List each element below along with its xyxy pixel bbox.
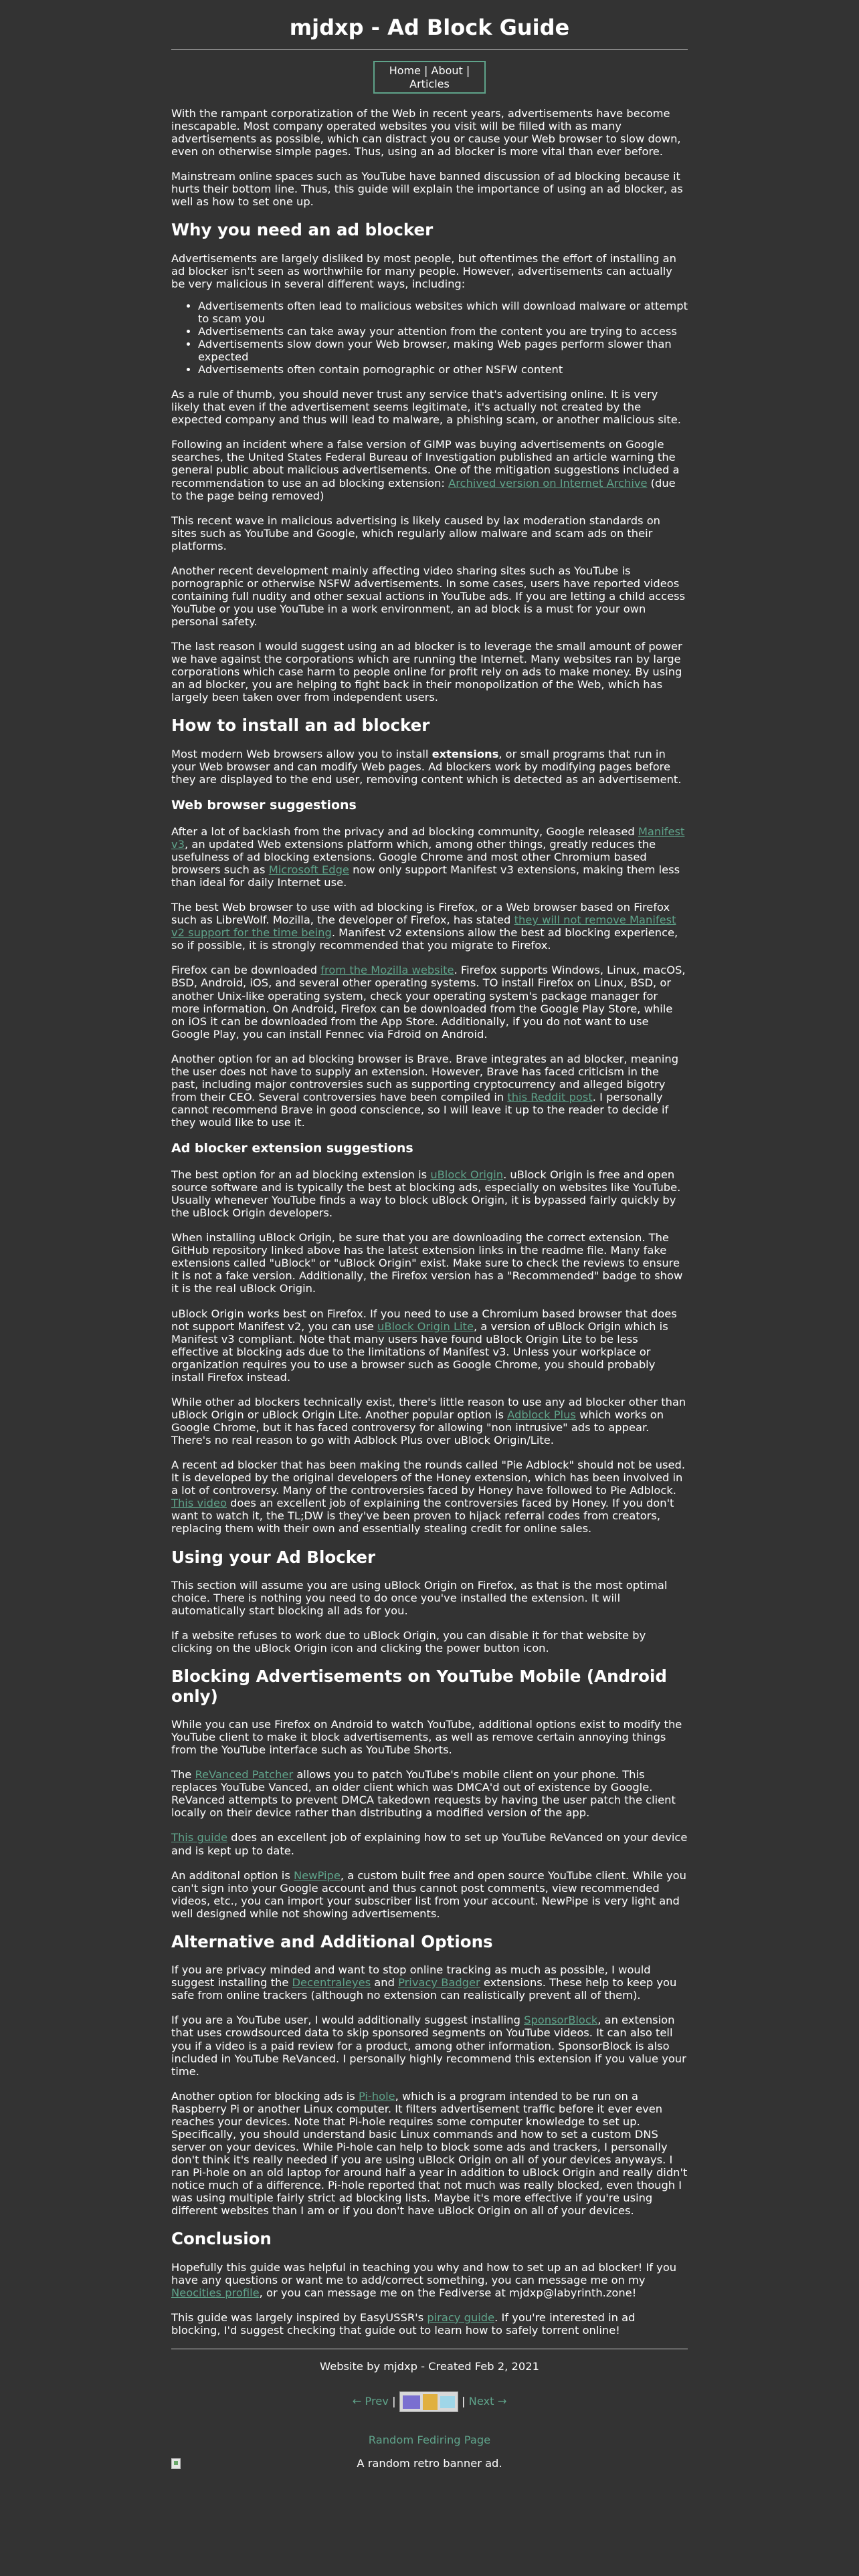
alternatives-paragraph: Another option for blocking ads is Pi-hole, which is a program intended to be run on a Raspberry Pi or another Linux computer. It filters advertisement traffic before it ever even reaches your devices. Note that Pi-hole requires some computer knowledge to set up. Specifically, you should understand basic Linux commands and how to set a custom DNS server on your devices. While Pi-hole can help to block some ads and trackers, I personally don't think it's really needed if you are using uBlock Origin on all of your devices anyways. I ran Pi-hole on an old laptop for around half a year in addition to uBlock Origin and really didn't notice much of a difference. Pi-hole reported that not much was really blocked, even though I was using multiple fairly strict ad blocking lists. Maybe it's more effective if you're using different websites than I am or if you don't have uBlock Origin on all of your devices. xyxy=(171,2089,688,2218)
intro-paragraph: Mainstream online spaces such as YouTube have banned discussion of ad blocking because it hurts their bottom line. Thus, this guide will explain the importance of using an ad blocker, as well as how to set one up. xyxy=(171,170,683,209)
alternatives-paragraph: If you are a YouTube user, I would additionally suggest installing SponsorBlock, an extension that uses crowdsourced data to skip sponsored segments on YouTube videos. It can also tell you if a video is a paid review for a product, among other information. SponsorBlock is also included in YouTube ReVanced. I personally highly recommend this extension if you value your time. xyxy=(171,2014,686,2078)
nav-articles-link[interactable]: Articles xyxy=(409,77,450,90)
browser-paragraph: Firefox can be downloaded from the Mozilla website. Firefox supports Windows, Linux, macOS, BSD, Android, iOS, and several other operating systems. TO install Firefox on Linux, BSD, or another Unix-like operating system, check your operating system's package manager for more information. On Android, Firefox can be downloaded from the Google Play Store, while on iOS it can be downloaded from the App Store. Additionally, if you do not want to use Google Play, you can install Fennec via Fdroid on Android. xyxy=(171,964,686,1041)
adblock-plus-link[interactable]: Adblock Plus xyxy=(507,1408,576,1421)
webring-nav xyxy=(171,2391,688,2412)
banner-ad[interactable] xyxy=(171,2457,688,2473)
youtube-paragraph: This guide does an excellent job of explaining how to set up YouTube ReVanced on your device and is kept up to date. xyxy=(171,1831,688,1857)
why-list xyxy=(171,300,688,376)
extensions-bold: extensions xyxy=(432,747,499,760)
piracy-guide-link[interactable]: piracy guide xyxy=(427,2311,495,2324)
banner-alt-text: A random retro banner ad. xyxy=(357,2457,502,2470)
using-paragraph: If a website refuses to work due to uBlock Origin, you can disable it for that website by clicking on the uBlock Origin icon and clicking the power button icon. xyxy=(171,1629,646,1655)
page xyxy=(171,0,688,2473)
browser-paragraph: After a lot of backlash from the privacy and ad blocking community, Google released Manifest v3, an updated Web extensions platform which, among other things, greatly reduces the usefulness of ad blocking extensions. Google Chrome and most other Chromium based browsers such as Microsoft Edge now only support Manifest v3 extensions, making them less than ideal for daily Internet use. xyxy=(171,825,685,889)
nav-separator: | xyxy=(462,64,470,78)
decentraleyes-link[interactable]: Decentraleyes xyxy=(292,1976,371,1990)
microsoft-edge-link[interactable]: Microsoft Edge xyxy=(268,863,349,877)
browser-paragraph: The best Web browser to use with ad blocking is Firefox, or a Web browser based on Firefox such as LibreWolf. Mozilla, the developer of Firefox, has stated they will not remove Manifest v2 support for the time being. Manifest v2 extensions allow the best ad blocking experience, so if possible, it is strongly recommended that you migrate to Firefox. xyxy=(171,901,678,952)
neocities-profile-link[interactable]: Neocities profile xyxy=(171,2286,260,2299)
subheading-browsers: Web browser suggestions xyxy=(171,798,357,813)
header-divider xyxy=(171,49,688,50)
why-paragraph: Following an incident where a false version of GIMP was buying advertisements on Google searches, the United States Federal Bureau of Investigation published an article warning the general public about malicious advertisements. One of the mitigation suggestions included a recommendation to use an ad blocking extension: Archived version on Internet Archive (due to the page being removed) xyxy=(171,438,680,502)
extension-paragraph: The best option for an ad blocking extension is uBlock Origin. uBlock Origin is free and open source software and is typically the best at blocking ads, especially on websites like YouTube. Usually whenever YouTube finds a way to block uBlock Origin, it is bypassed fairly quickly by the uBlock Origin developers. xyxy=(171,1168,681,1220)
install-paragraph: Most modern Web browsers allow you to install extensions, or small programs that run in your Web browser and can modify Web pages. Ad blockers work by modifying pages before they are displayed to the end user, removing content which is detected as an advertisement. xyxy=(171,747,682,786)
site-title: mjdxp - Ad Block Guide xyxy=(289,15,570,40)
extension-paragraph: While other ad blockers technically exist, there's little reason to use any ad blocker other than uBlock Origin or uBlock Origin Lite. Another popular option is Adblock Plus which works on Google Chrome, but it has faced controversy for allowing "non intrusive" ads to appear. There's no real reason to go with Adblock Plus over uBlock Origin/Lite. xyxy=(171,1395,686,1447)
pi-hole-link[interactable]: Pi-hole xyxy=(358,2089,395,2103)
ublock-origin-lite-link[interactable]: uBlock Origin Lite xyxy=(377,1319,474,1333)
random-fediring-link[interactable]: Random Fediring Page xyxy=(368,2434,491,2447)
webring-separator: | xyxy=(458,2395,469,2408)
nav-separator: | xyxy=(420,64,432,78)
mozilla-manifest-v2-link[interactable]: they will not remove Manifest v2 support for the time being xyxy=(171,914,676,940)
why-paragraph: The last reason I would suggest using an ad blocker is to leverage the small amount of power we have against the corporations which are running the Internet. Many websites ran by large corporations which case harm to people online for profit rely on ads to make money. By using an ad blocker, you are helping to fight back in their monopolization of the Web, which has largely been taken over from independent users. xyxy=(171,640,682,704)
list-item: • Advertisements can take away your attention from the content you are trying to access xyxy=(198,325,688,338)
reddit-post-link[interactable]: this Reddit post xyxy=(507,1090,593,1103)
webring-separator: | xyxy=(388,2395,399,2408)
webring-next-link[interactable]: Next → xyxy=(468,2395,507,2408)
youtube-paragraph: The ReVanced Patcher allows you to patch YouTube's mobile client on your phone. This replaces YouTube Vanced, an older client which was DMCA'd out of existence by Google. ReVanced attempts to prevent DMCA takedown requests by having the user patch the client locally on their device rather than distributing a modified version of the app. xyxy=(171,1768,676,1820)
list-item: • Advertisements slow down your Web browser, making Web pages perform slower than expected xyxy=(198,338,688,363)
revanced-guide-link[interactable]: This guide xyxy=(171,1831,227,1844)
subheading-extensions: Ad blocker extension suggestions xyxy=(171,1141,413,1156)
ublock-origin-link[interactable]: uBlock Origin xyxy=(430,1168,504,1181)
section-heading-conclusion: Conclusion xyxy=(171,2229,272,2249)
using-paragraph: This section will assume you are using uBlock Origin on Firefox, as that is the most optimal choice. There is nothing you need to do once you've installed the extension. It will automatically start blocking all ads for you. xyxy=(171,1578,668,1618)
webring-badge-icon[interactable] xyxy=(399,2391,458,2412)
extension-paragraph: When installing uBlock Origin, be sure that you are downloading the correct extension. The GitHub repository linked above has the latest extension links in the readme file. Many fake extensions called "uBlock" or "uBlock Origin" exist. Make sure to check the reviews to ensure it is not a fake version. Additionally, the Firefox version has a "Recommended" badge to show it is the real uBlock Origin. xyxy=(171,1231,683,1295)
list-item: • Advertisements often contain pornographic or other NSFW content xyxy=(198,363,688,376)
why-paragraph: Another recent development mainly affecting video sharing sites such as YouTube is pornographic or otherwise NSFW advertisements. In some cases, users have reported videos containing full nudity and other sexual actions in YouTube ads. If you are letting a child access YouTube or you use YouTube in a work environment, an ad block is a must for your own personal safety. xyxy=(171,564,686,629)
fbi-archive-link[interactable]: Archived version on Internet Archive xyxy=(448,476,648,490)
nav-home-link[interactable]: Home xyxy=(389,64,421,78)
alternatives-paragraph: If you are privacy minded and want to stop online tracking as much as possible, I would suggest installing the Decentraleyes and Privacy Badger extensions. These help to keep you safe from online trackers (although no extension can realistically prevent all of them). xyxy=(171,1963,677,2002)
newpipe-link[interactable]: NewPipe xyxy=(293,1868,341,1882)
sponsorblock-link[interactable]: SponsorBlock xyxy=(524,2014,598,2027)
privacy-badger-link[interactable]: Privacy Badger xyxy=(398,1976,480,1990)
nav-about-link[interactable]: About xyxy=(431,64,463,78)
conclusion-paragraph: This guide was largely inspired by EasyUSSR's piracy guide. If you're interested in ad blocking, I'd suggest checking that guide out to learn how to safely torrent online! xyxy=(171,2311,636,2337)
why-paragraph: This recent wave in malicious advertising is likely caused by lax moderation standards on sites such as YouTube and Google, which regularly allow malware and scam ads on their platforms. xyxy=(171,514,660,552)
manifest-v3-link[interactable]: Manifest v3 xyxy=(171,825,685,851)
mozilla-website-link[interactable]: from the Mozilla website xyxy=(320,964,454,977)
why-paragraph: As a rule of thumb, you should never trust any service that's advertising online. It is very likely that even if the advertisement seems legitimate, it's actually not created by the expected company and thus will lead to malware, a phishing scam, or another malicious site. xyxy=(171,388,681,427)
broken-image-icon xyxy=(171,2458,181,2469)
youtube-paragraph: An additonal option is NewPipe, a custom built free and open source YouTube client. While you can't sign into your Google account and thus cannot post comments, view recommended videos, etc., you can import your subscriber list from your account. NewPipe is very light and well designed while not showing advertisements. xyxy=(171,1868,686,1920)
section-heading-youtube: Blocking Advertisements on YouTube Mobile (Android only) xyxy=(171,1667,667,1706)
footer-credit: Website by mjdxp - Created Feb 2, 2021 xyxy=(320,2360,539,2373)
section-heading-alternatives: Alternative and Additional Options xyxy=(171,1931,493,1951)
intro-paragraph: With the rampant corporatization of the Web in recent years, advertisements have become inescapable. Most company operated websites you visit will be filled with as many advertisements as possible, which can distract you or cause your Web browser to slow down, even on otherwise simple pages. Thus, using an ad blocker is more vital than ever before. xyxy=(171,106,681,158)
section-heading-install: How to install an ad blocker xyxy=(171,716,430,736)
extension-paragraph: uBlock Origin works best on Firefox. If you need to use a Chromium based browser that does not support Manifest v2, you can use uBlock Origin Lite, a version of uBlock Origin which is Manifest v3 compliant. Note that many users have found uBlock Origin Lite to be less effective at blocking ads due to the limitations of Manifest v3. Unless your workplace or organization requires you to use a browser such as Google Chrome, you should probably install Firefox instead. xyxy=(171,1307,677,1384)
revanced-patcher-link[interactable]: ReVanced Patcher xyxy=(195,1768,294,1782)
footer xyxy=(171,2360,688,2473)
list-item: • Advertisements often lead to malicious websites which will download malware or attempt to scam you xyxy=(198,300,688,325)
why-paragraph: Advertisements are largely disliked by most people, but oftentimes the effort of installing an ad blocker isn't seen as worthwhile for many people. However, advertisements can actually be very malicious in several different ways, including: xyxy=(171,251,676,290)
nav-box xyxy=(373,61,486,93)
extension-paragraph: A recent ad blocker that has been making the rounds called "Pie Adblock" should not be used. It is developed by the original developers of the Honey extension, which has been involved in a lot of controversy. Many of the controversies faced by Honey have followed to Pie Adblock. This video does an excellent job of explaining the controversies faced by Honey. If you don't want to watch it, the TL;DW is they've been proven to hijack referral codes from creators, replacing them with their own and essentially stealing credit for online sales. xyxy=(171,1459,686,1535)
section-heading-using: Using your Ad Blocker xyxy=(171,1547,376,1567)
honey-video-link[interactable]: This video xyxy=(171,1497,227,1510)
conclusion-paragraph: Hopefully this guide was helpful in teaching you why and how to set up an ad blocker! If you have any questions or want me to add/correct something, you can message me on my Neocities profile, or you can message me on the Fediverse at mjdxp@labyrinth.zone! xyxy=(171,2260,677,2299)
section-heading-why: Why you need an ad blocker xyxy=(171,220,434,240)
webring-prev-link[interactable]: ← Prev xyxy=(352,2395,389,2408)
browser-paragraph: Another option for an ad blocking browser is Brave. Brave integrates an ad blocker, meaning the user does not have to supply an extension. However, Brave has faced criticism in the past, including major controversies such as supporting cryptocurrency and alleged bigotry from their CEO. Several controversies have been compiled in this Reddit post. I personally cannot recommend Brave in good conscience, so I will leave it up to the reader to decide if they would like to use it. xyxy=(171,1052,679,1130)
youtube-paragraph: While you can use Firefox on Android to watch YouTube, additional options exist to modify the YouTube client to make it block advertisements, as well as remove certain annoying things from the YouTube interface such as YouTube Shorts. xyxy=(171,1718,682,1757)
